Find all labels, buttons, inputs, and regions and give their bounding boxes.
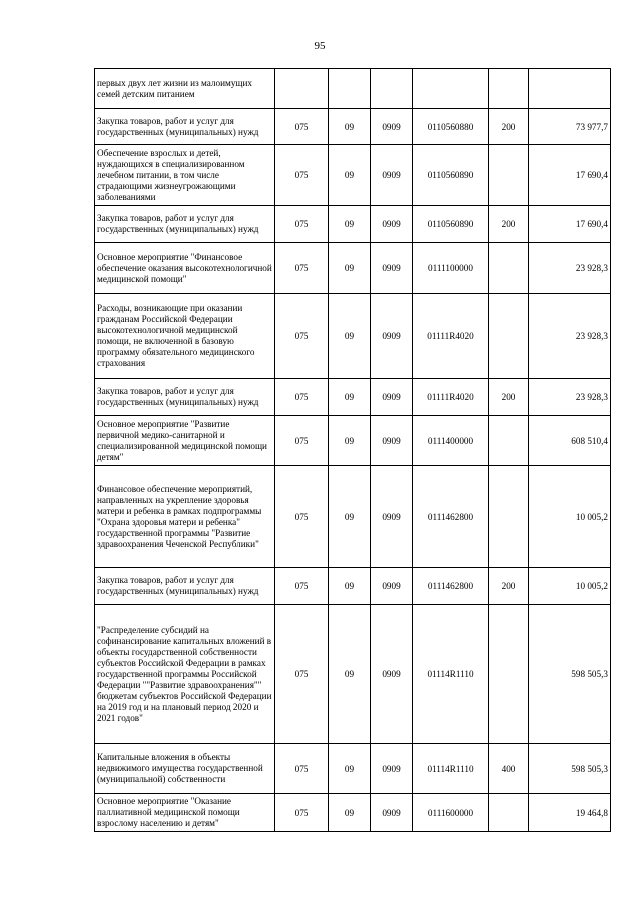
cell-amount: 73 977,7 bbox=[529, 109, 611, 145]
cell-section: 09 bbox=[329, 794, 371, 832]
cell-subsection: 0909 bbox=[371, 206, 413, 243]
cell-target-article bbox=[413, 69, 489, 109]
cell-name: Расходы, возникающие при оказании гражданам Российской Федерации высокотехнологичной медицинской помощи, не включенной в базовую программу обязательного медицинского страхования bbox=[95, 294, 275, 379]
cell-ved: 075 bbox=[275, 416, 329, 466]
cell-ved: 075 bbox=[275, 243, 329, 294]
cell-expense-type: 200 bbox=[489, 568, 529, 605]
cell-subsection: 0909 bbox=[371, 109, 413, 145]
cell-target-article: 0111400000 bbox=[413, 416, 489, 466]
table-body bbox=[95, 69, 611, 832]
cell-ved: 075 bbox=[275, 794, 329, 832]
cell-subsection: 0909 bbox=[371, 243, 413, 294]
table-row bbox=[95, 243, 611, 294]
cell-section: 09 bbox=[329, 243, 371, 294]
cell-expense-type: 200 bbox=[489, 379, 529, 416]
cell-subsection: 0909 bbox=[371, 605, 413, 744]
table-row bbox=[95, 605, 611, 744]
table-row bbox=[95, 568, 611, 605]
cell-expense-type bbox=[489, 145, 529, 206]
cell-name: Закупка товаров, работ и услуг для государственных (муниципальных) нужд bbox=[95, 206, 275, 243]
cell-section: 09 bbox=[329, 379, 371, 416]
cell-name: Основное мероприятие "Оказание паллиативной медицинской помощи взрослому населению и детям" bbox=[95, 794, 275, 832]
cell-expense-type: 200 bbox=[489, 109, 529, 145]
page-number: 95 bbox=[314, 40, 326, 52]
cell-name: Капитальные вложения в объекты недвижимого имущества государственной (муниципальной) собственности bbox=[95, 744, 275, 794]
cell-expense-type bbox=[489, 243, 529, 294]
cell-subsection: 0909 bbox=[371, 794, 413, 832]
table-row bbox=[95, 206, 611, 243]
cell-amount: 10 005,2 bbox=[529, 568, 611, 605]
cell-expense-type bbox=[489, 466, 529, 568]
cell-section bbox=[329, 69, 371, 109]
cell-amount: 17 690,4 bbox=[529, 206, 611, 243]
cell-ved: 075 bbox=[275, 109, 329, 145]
cell-section: 09 bbox=[329, 744, 371, 794]
cell-name: Основное мероприятие "Финансовое обеспечение оказания высокотехнологичной медицинской помощи" bbox=[95, 243, 275, 294]
cell-section: 09 bbox=[329, 145, 371, 206]
cell-target-article: 0111462800 bbox=[413, 466, 489, 568]
cell-ved: 075 bbox=[275, 605, 329, 744]
cell-amount: 598 505,3 bbox=[529, 605, 611, 744]
cell-section: 09 bbox=[329, 466, 371, 568]
table-row bbox=[95, 744, 611, 794]
cell-ved: 075 bbox=[275, 568, 329, 605]
cell-target-article: 01114R1110 bbox=[413, 744, 489, 794]
cell-expense-type bbox=[489, 416, 529, 466]
cell-target-article: 0111100000 bbox=[413, 243, 489, 294]
cell-target-article: 0111462800 bbox=[413, 568, 489, 605]
cell-name: Закупка товаров, работ и услуг для государственных (муниципальных) нужд bbox=[95, 568, 275, 605]
cell-subsection: 0909 bbox=[371, 744, 413, 794]
cell-section: 09 bbox=[329, 109, 371, 145]
cell-name: первых двух лет жизни из малоимущих семей детским питанием bbox=[95, 69, 275, 109]
cell-name: Финансовое обеспечение мероприятий, направленных на укрепление здоровья матери и ребенка в рамках подпрограммы "Охрана здоровья матери и ребенка" государственной программы "Развитие здравоохранения Чеченской Республики" bbox=[95, 466, 275, 568]
table-row bbox=[95, 294, 611, 379]
cell-name: Основное мероприятие "Развитие первичной медико-санитарной и специализированной медицинской помощи детям" bbox=[95, 416, 275, 466]
cell-ved: 075 bbox=[275, 294, 329, 379]
cell-subsection: 0909 bbox=[371, 294, 413, 379]
cell-subsection: 0909 bbox=[371, 568, 413, 605]
cell-ved: 075 bbox=[275, 206, 329, 243]
table-row bbox=[95, 69, 611, 109]
cell-amount: 17 690,4 bbox=[529, 145, 611, 206]
cell-name: Обеспечение взрослых и детей, нуждающихся в специализированном лечебном питании, в том числе страдающими жизнеугрожающими заболеваниями bbox=[95, 145, 275, 206]
cell-ved: 075 bbox=[275, 744, 329, 794]
table-row bbox=[95, 416, 611, 466]
cell-target-article: 01111R4020 bbox=[413, 294, 489, 379]
cell-expense-type bbox=[489, 294, 529, 379]
table-row bbox=[95, 379, 611, 416]
cell-subsection: 0909 bbox=[371, 379, 413, 416]
cell-expense-type bbox=[489, 605, 529, 744]
table-row bbox=[95, 466, 611, 568]
cell-ved: 075 bbox=[275, 466, 329, 568]
cell-target-article: 01114R1110 bbox=[413, 605, 489, 744]
cell-subsection: 0909 bbox=[371, 466, 413, 568]
table-row bbox=[95, 109, 611, 145]
cell-section: 09 bbox=[329, 568, 371, 605]
cell-amount: 10 005,2 bbox=[529, 466, 611, 568]
cell-amount: 608 510,4 bbox=[529, 416, 611, 466]
cell-name: Закупка товаров, работ и услуг для государственных (муниципальных) нужд bbox=[95, 379, 275, 416]
cell-target-article: 0110560890 bbox=[413, 145, 489, 206]
cell-target-article: 0110560880 bbox=[413, 109, 489, 145]
cell-amount bbox=[529, 69, 611, 109]
cell-expense-type bbox=[489, 69, 529, 109]
cell-name: Закупка товаров, работ и услуг для государственных (муниципальных) нужд bbox=[95, 109, 275, 145]
cell-amount: 19 464,8 bbox=[529, 794, 611, 832]
cell-target-article: 01111R4020 bbox=[413, 379, 489, 416]
cell-amount: 598 505,3 bbox=[529, 744, 611, 794]
cell-section: 09 bbox=[329, 605, 371, 744]
cell-amount: 23 928,3 bbox=[529, 379, 611, 416]
cell-ved: 075 bbox=[275, 145, 329, 206]
cell-subsection bbox=[371, 69, 413, 109]
cell-target-article: 0110560890 bbox=[413, 206, 489, 243]
cell-subsection: 0909 bbox=[371, 416, 413, 466]
cell-ved: 075 bbox=[275, 379, 329, 416]
cell-section: 09 bbox=[329, 416, 371, 466]
cell-section: 09 bbox=[329, 294, 371, 379]
cell-expense-type bbox=[489, 794, 529, 832]
table-row bbox=[95, 145, 611, 206]
cell-amount: 23 928,3 bbox=[529, 243, 611, 294]
cell-name: "Распределение субсидий на софинансирование капитальных вложений в объекты государственной собственности субъектов Российской Федерации в рамках государственной программы Российской Федерации ""Развитие здравоохранения"" бюджетам субъектов Российской Федерации на 2019 год и на плановый период 2020 и 2021 годов" bbox=[95, 605, 275, 744]
cell-subsection: 0909 bbox=[371, 145, 413, 206]
table-row bbox=[95, 794, 611, 832]
cell-expense-type: 200 bbox=[489, 206, 529, 243]
cell-ved bbox=[275, 69, 329, 109]
cell-section: 09 bbox=[329, 206, 371, 243]
budget-table bbox=[94, 68, 611, 832]
cell-target-article: 0111600000 bbox=[413, 794, 489, 832]
cell-amount: 23 928,3 bbox=[529, 294, 611, 379]
cell-expense-type: 400 bbox=[489, 744, 529, 794]
